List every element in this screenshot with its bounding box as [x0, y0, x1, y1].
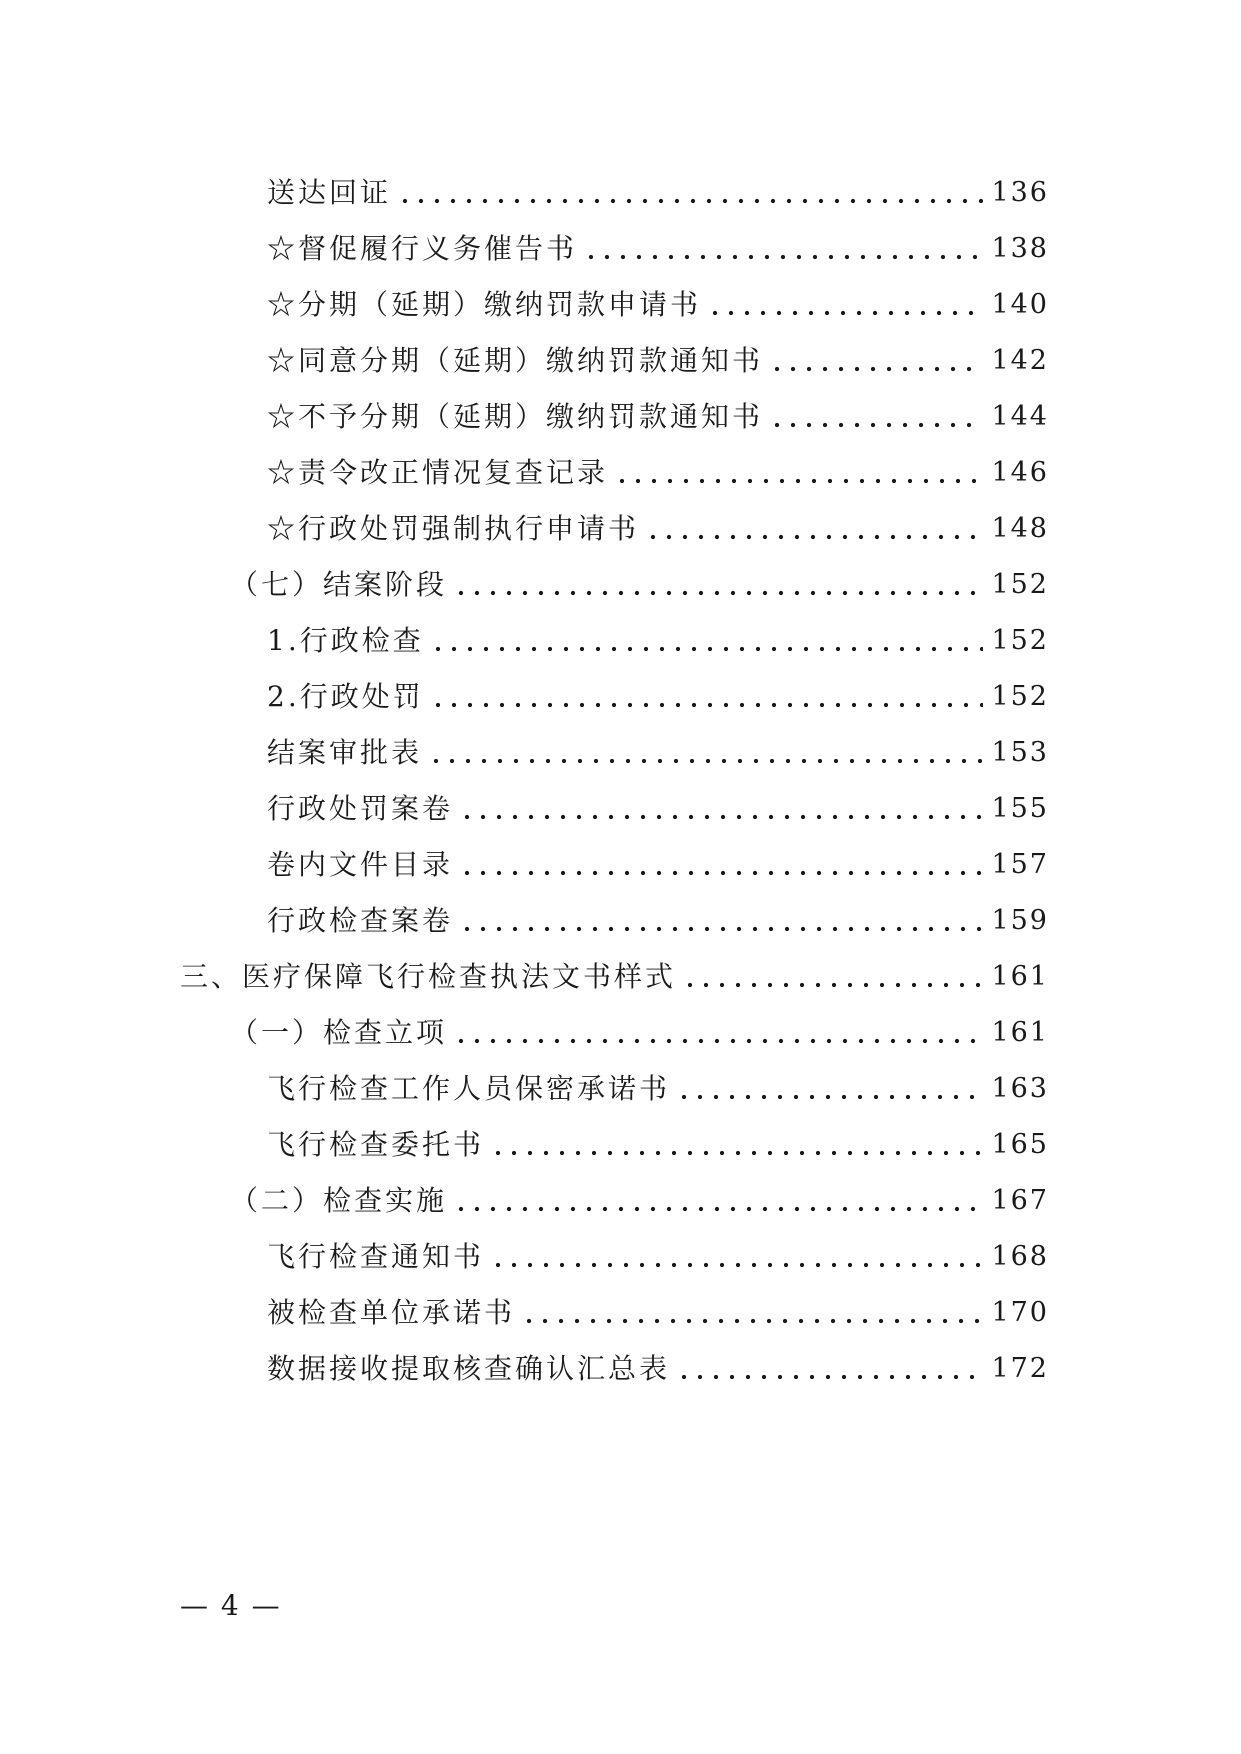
toc-entry — [180, 954, 1049, 1000]
toc-entry — [230, 1178, 1049, 1224]
toc-entry-page: 152 — [991, 569, 1049, 600]
toc-entry-page: 140 — [991, 289, 1049, 320]
page-number-footer: — 4 — — [180, 1589, 282, 1622]
toc-dot-leader — [707, 282, 983, 328]
toc-entry-title: ☆不予分期（延期）缴纳罚款通知书 — [267, 400, 764, 433]
toc-entry-title: ☆行政处罚强制执行申请书 — [267, 512, 640, 545]
toc-entry-title: 送达回证 — [267, 176, 392, 209]
toc-entry — [267, 338, 1049, 384]
toc-entry-title: （一）检查立项 — [230, 1016, 448, 1049]
toc-entry-title: 飞行检查通知书 — [267, 1240, 485, 1273]
toc-entry-title: 飞行检查委托书 — [267, 1128, 485, 1161]
toc-entry-title: ☆督促履行义务催告书 — [267, 232, 578, 265]
toc-entry-page: 142 — [991, 345, 1049, 376]
toc-entry-title: 数据接收提取核查确认汇总表 — [267, 1352, 671, 1385]
toc-entry-page: 170 — [991, 1297, 1049, 1328]
toc-entry-page: 157 — [991, 849, 1049, 880]
toc-entry-title: ☆分期（延期）缴纳罚款申请书 — [267, 288, 702, 321]
toc-dot-leader — [645, 506, 983, 552]
toc-entry-title: （七）结案阶段 — [230, 568, 448, 601]
toc-entry — [267, 786, 1049, 832]
toc-entry — [267, 618, 1049, 664]
toc-entry-page: 152 — [991, 625, 1049, 656]
toc-entry-page: 168 — [991, 1241, 1049, 1272]
toc-entry-page: 165 — [991, 1129, 1049, 1160]
toc-entry-title: 三、医疗保障飞行检查执法文书样式 — [180, 960, 677, 993]
toc-entry-page: 146 — [991, 457, 1049, 488]
toc-dot-leader — [430, 674, 984, 720]
toc-dot-leader — [490, 1122, 983, 1168]
toc-entry — [267, 450, 1049, 496]
toc-entry — [267, 1122, 1049, 1168]
toc-entry — [267, 1346, 1049, 1392]
toc-entry-page: 167 — [991, 1185, 1049, 1216]
toc-entry-title: 2.行政处罚 — [267, 680, 424, 713]
toc-entry — [267, 1234, 1049, 1280]
toc-entry-page: 138 — [991, 233, 1049, 264]
toc-dot-leader — [459, 842, 983, 888]
toc-dot-leader — [453, 1010, 983, 1056]
toc-entry — [267, 282, 1049, 328]
toc-dot-leader — [682, 954, 983, 1000]
toc-entry-page: 153 — [991, 737, 1049, 768]
toc-entry-title: （二）检查实施 — [230, 1184, 448, 1217]
toc-entry-title: 被检查单位承诺书 — [267, 1296, 516, 1329]
toc-dot-leader — [430, 618, 984, 664]
toc-dot-leader — [453, 1178, 983, 1224]
toc-entry-page: 161 — [991, 961, 1049, 992]
toc-entry-title: 卷内文件目录 — [267, 848, 454, 881]
toc-entry-title: ☆责令改正情况复查记录 — [267, 456, 609, 489]
toc-entry — [267, 394, 1049, 440]
toc-entry — [267, 1066, 1049, 1112]
toc-dot-leader — [397, 170, 983, 216]
toc-entry — [230, 562, 1049, 608]
toc-dot-leader — [490, 1234, 983, 1280]
toc-entry-page: 159 — [991, 905, 1049, 936]
toc-entry — [267, 674, 1049, 720]
toc-dot-leader — [769, 338, 983, 384]
toc-entry-title: 1.行政检查 — [267, 624, 424, 657]
toc-entry-page: 152 — [991, 681, 1049, 712]
toc-dot-leader — [614, 450, 983, 496]
toc-dot-leader — [583, 226, 983, 272]
toc-entry — [267, 506, 1049, 552]
toc-dot-leader — [521, 1290, 983, 1336]
toc-dot-leader — [453, 562, 983, 608]
toc-entry — [267, 898, 1049, 944]
toc-entry — [267, 1290, 1049, 1336]
toc-entry — [267, 730, 1049, 776]
toc-entry-title: 飞行检查工作人员保密承诺书 — [267, 1072, 671, 1105]
toc-entry-title: 结案审批表 — [267, 736, 423, 769]
toc-dot-leader — [676, 1066, 983, 1112]
toc-entry-page: 136 — [991, 177, 1049, 208]
toc-entry-title: 行政检查案卷 — [267, 904, 454, 937]
toc-entry-page: 155 — [991, 793, 1049, 824]
toc-entry — [267, 226, 1049, 272]
toc-entry-page: 163 — [991, 1073, 1049, 1104]
toc-dot-leader — [769, 394, 983, 440]
toc-dot-leader — [459, 786, 983, 832]
toc-entry-title: ☆同意分期（延期）缴纳罚款通知书 — [267, 344, 764, 377]
toc-entry — [230, 1010, 1049, 1056]
toc-entry-page: 161 — [991, 1017, 1049, 1048]
toc-dot-leader — [676, 1346, 983, 1392]
toc-entry — [267, 842, 1049, 888]
toc-dot-leader — [459, 898, 983, 944]
toc-entry-page: 172 — [991, 1353, 1049, 1384]
toc-entry-page: 144 — [991, 401, 1049, 432]
toc-entry — [267, 170, 1049, 216]
toc-entry-page: 148 — [991, 513, 1049, 544]
toc-entry-title: 行政处罚案卷 — [267, 792, 454, 825]
toc-dot-leader — [428, 730, 983, 776]
